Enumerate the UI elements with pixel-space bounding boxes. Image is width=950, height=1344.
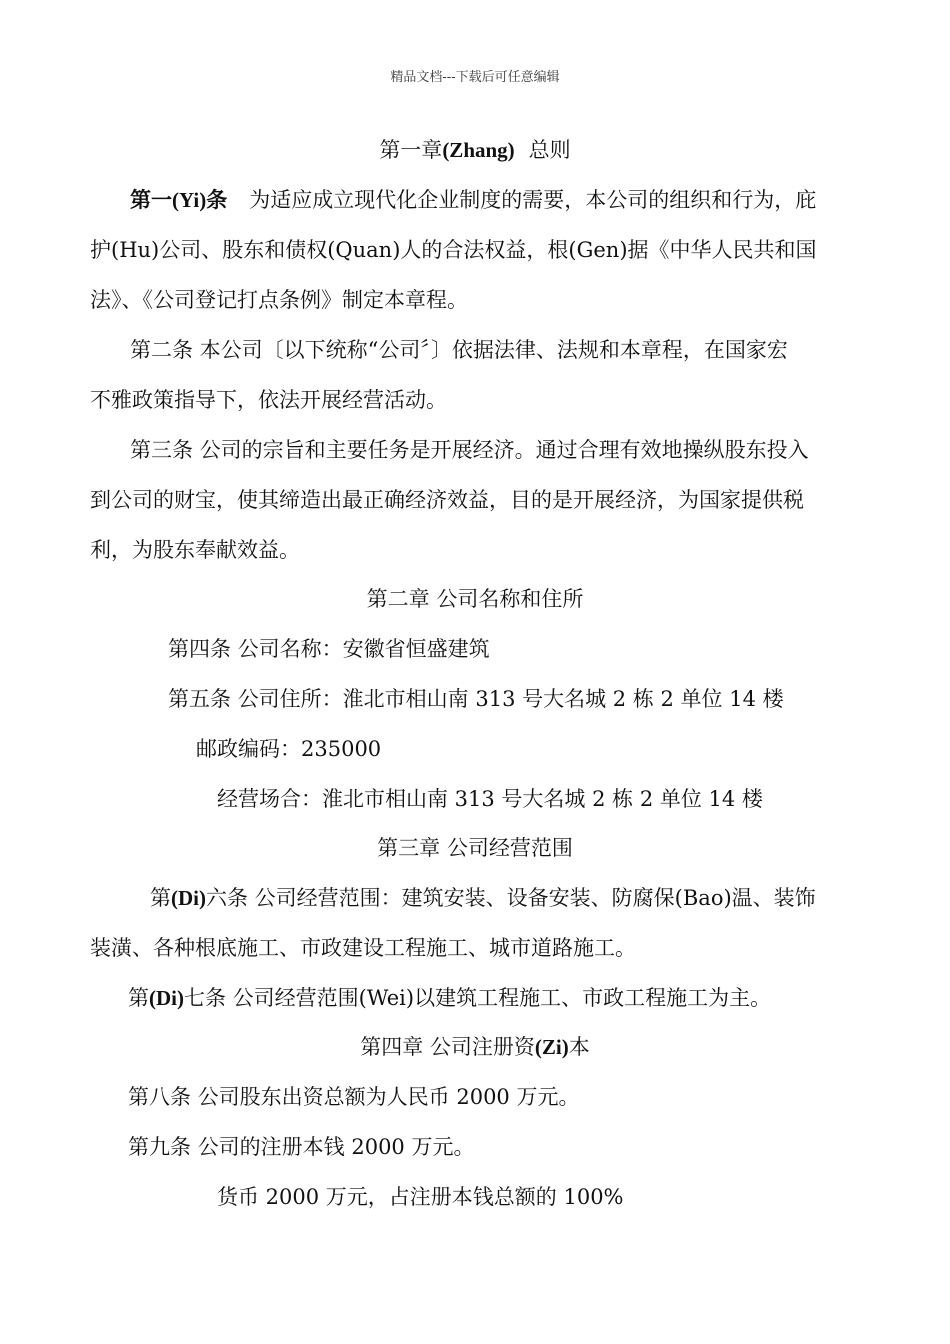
chapter-2-title: 第二章 公司名称和住所 bbox=[366, 587, 584, 611]
article-5: 第五条 公司住所：淮北市相山南 313 号大名城 2 栋 2 单位 14 楼 bbox=[168, 687, 784, 711]
article-7 bbox=[128, 984, 771, 1012]
article-6-prefix: 第 bbox=[150, 886, 171, 910]
article-2-line-1: 第二条 本公司〔以下统称“公司〞〕依据法律、法规和本章程，在国家宏 bbox=[130, 338, 788, 362]
page-header: 精品文档---下载后可任意编辑 bbox=[390, 70, 560, 85]
article-1-line-2: 护(Hu)公司、股东和债权(Quan)人的合法权益，根(Gen)据《中华人民共和国 bbox=[90, 238, 817, 262]
chapter-1-title bbox=[0, 136, 950, 164]
chapter-4-pinyin: (Zi) bbox=[534, 1035, 569, 1059]
postal-code: 邮政编码：235000 bbox=[196, 737, 382, 761]
article-1-line-3: 法》、《公司登记打点条例》制定本章程。 bbox=[90, 288, 468, 312]
chapter-1-label: 第一章 bbox=[379, 138, 443, 162]
chapter-1-name: 总则 bbox=[528, 138, 571, 162]
chapter-3-title: 第三章 公司经营范围 bbox=[377, 836, 573, 860]
article-2-line-2: 不雅政策指导下，依法开展经营活动。 bbox=[90, 388, 447, 412]
chapter-1-pinyin: (Zhang) bbox=[442, 138, 515, 162]
chapter-4-suffix: 本 bbox=[568, 1035, 590, 1059]
business-venue: 经营场合：淮北市相山南 313 号大名城 2 栋 2 单位 14 楼 bbox=[217, 787, 763, 811]
article-6-line-1 bbox=[150, 884, 816, 912]
currency-contribution: 货币 2000 万元，占注册本钱总额的 100% bbox=[217, 1185, 624, 1209]
article-6-text: 六条 公司经营范围：建筑安装、设备安装、防腐保(Bao)温、装饰 bbox=[206, 886, 816, 910]
article-9: 第九条 公司的注册本钱 2000 万元。 bbox=[128, 1135, 475, 1159]
article-7-pinyin: (Di) bbox=[149, 986, 184, 1010]
article-6-line-2: 装潢、各种根底施工、市政建设工程施工、城市道路施工。 bbox=[90, 936, 636, 960]
chapter-4-title bbox=[0, 1033, 950, 1061]
article-7-text: 七条 公司经营范围(Wei)以建筑工程施工、市政工程施工为主。 bbox=[184, 986, 772, 1010]
article-8: 第八条 公司股东出资总额为人民币 2000 万元。 bbox=[128, 1085, 580, 1109]
article-3-line-1: 第三条 公司的宗旨和主要任务是开展经济。通过合理有效地操纵股东投入 bbox=[130, 438, 809, 462]
chapter-4-label: 第四章 公司注册资 bbox=[360, 1035, 535, 1059]
article-7-prefix: 第 bbox=[128, 986, 149, 1010]
article-3-line-2: 到公司的财宝，使其缔造出最正确经济效益，目的是开展经济，为国家提供税 bbox=[90, 488, 804, 512]
article-6-pinyin: (Di) bbox=[171, 886, 206, 910]
article-4: 第四条 公司名称：安徽省恒盛建筑 bbox=[168, 637, 490, 661]
article-1-label: 第一(Yi)条 bbox=[130, 188, 228, 212]
article-3-line-3: 利，为股东奉献效益。 bbox=[90, 538, 300, 562]
article-1-text: 为适应成立现代化企业制度的需要，本公司的组织和行为，庇 bbox=[249, 188, 817, 212]
article-1-line-1 bbox=[130, 186, 816, 214]
